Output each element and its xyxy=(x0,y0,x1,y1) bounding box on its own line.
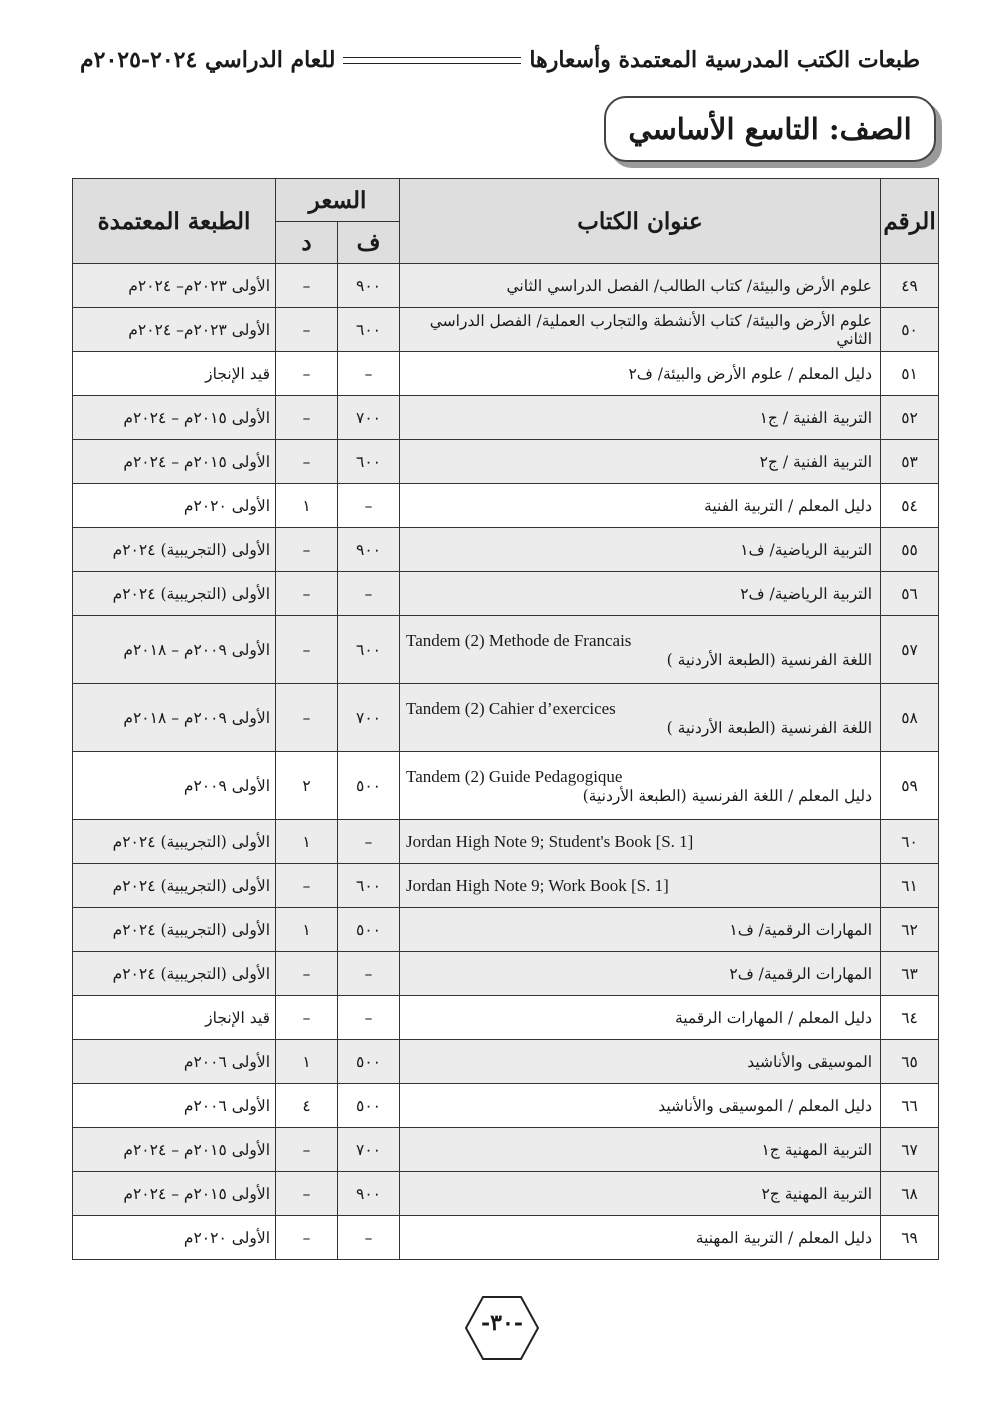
title-arabic: دليل المعلم / علوم الأرض والبيئة/ ف٢ xyxy=(628,364,873,383)
cell-edition: الأولى ٢٠٠٩م – ٢٠١٨م xyxy=(73,684,276,752)
cell-price-fils: ٥٠٠ xyxy=(338,752,400,820)
grade-label: الصف: التاسع الأساسي xyxy=(628,112,912,146)
cell-edition: الأولى (التجريبية) ٢٠٢٤م xyxy=(73,572,276,616)
cell-price-dinar: – xyxy=(276,1216,338,1260)
cell-title xyxy=(400,908,881,952)
title-arabic: التربية الرياضية/ ف١ xyxy=(740,540,873,559)
cell-edition: الأولى (التجريبية) ٢٠٢٤م xyxy=(73,952,276,996)
cell-edition: الأولى (التجريبية) ٢٠٢٤م xyxy=(73,908,276,952)
cell-price-fils: – xyxy=(338,484,400,528)
cell-price-dinar: ١ xyxy=(276,1040,338,1084)
title-arabic: التربية المهنية ج١ xyxy=(761,1140,873,1159)
cell-number: ٥١ xyxy=(881,352,939,396)
header-rule xyxy=(343,57,521,64)
cell-price-dinar: – xyxy=(276,308,338,352)
cell-edition: الأولى ٢٠٠٦م xyxy=(73,1040,276,1084)
cell-price-dinar: – xyxy=(276,1172,338,1216)
cell-edition: الأولى ٢٠٢٠م xyxy=(73,1216,276,1260)
cell-edition: الأولى ٢٠٠٦م xyxy=(73,1084,276,1128)
books-table xyxy=(72,178,939,1260)
cell-number: ٦٥ xyxy=(881,1040,939,1084)
cell-title xyxy=(400,528,881,572)
cell-title xyxy=(400,1084,881,1128)
title-arabic: الموسيقى والأناشيد xyxy=(747,1052,873,1071)
header-year: للعام الدراسي ٢٠٢٤-٢٠٢٥م xyxy=(80,47,336,73)
cell-title xyxy=(400,864,881,908)
cell-price-fils: ٧٠٠ xyxy=(338,1128,400,1172)
cell-title xyxy=(400,996,881,1040)
cell-title xyxy=(400,1040,881,1084)
table-row xyxy=(73,1128,939,1172)
cell-edition: الأولى ٢٠١٥م – ٢٠٢٤م xyxy=(73,1172,276,1216)
cell-title xyxy=(400,572,881,616)
cell-price-fils: ٥٠٠ xyxy=(338,1084,400,1128)
cell-title xyxy=(400,752,881,820)
cell-number: ٥٨ xyxy=(881,684,939,752)
cell-price-fils: – xyxy=(338,572,400,616)
cell-number: ٥٤ xyxy=(881,484,939,528)
table-row xyxy=(73,1172,939,1216)
cell-price-fils: ٩٠٠ xyxy=(338,264,400,308)
cell-edition: الأولى (التجريبية) ٢٠٢٤م xyxy=(73,528,276,572)
header-title-col: عنوان الكتاب xyxy=(400,179,881,264)
grade-label-box xyxy=(604,96,936,162)
page-header xyxy=(80,40,920,80)
title-english: Jordan High Note 9; Work Book [S. 1] xyxy=(406,875,669,895)
cell-title xyxy=(400,616,881,684)
title-english: Tandem (2) Cahier d’exercices xyxy=(406,698,616,718)
cell-price-fils: – xyxy=(338,1216,400,1260)
cell-edition: الأولى (التجريبية) ٢٠٢٤م xyxy=(73,820,276,864)
cell-number: ٦٦ xyxy=(881,1084,939,1128)
cell-number: ٦٣ xyxy=(881,952,939,996)
table-row xyxy=(73,308,939,352)
title-arabic: التربية الفنية / ج١ xyxy=(759,408,873,427)
cell-title xyxy=(400,952,881,996)
cell-price-dinar: – xyxy=(276,684,338,752)
cell-price-dinar: – xyxy=(276,864,338,908)
cell-price-fils: – xyxy=(338,352,400,396)
header-fils: ف xyxy=(338,222,400,264)
table-row xyxy=(73,1040,939,1084)
table-row xyxy=(73,752,939,820)
page-number: -٣٠- xyxy=(481,1310,523,1336)
cell-edition: الأولى ٢٠٢٣م– ٢٠٢٤م xyxy=(73,264,276,308)
table-row xyxy=(73,484,939,528)
table-row xyxy=(73,572,939,616)
cell-edition: الأولى ٢٠١٥م – ٢٠٢٤م xyxy=(73,396,276,440)
cell-price-fils: ٥٠٠ xyxy=(338,1040,400,1084)
cell-number: ٦٤ xyxy=(881,996,939,1040)
table-row xyxy=(73,616,939,684)
table-row xyxy=(73,264,939,308)
title-arabic: دليل المعلم / التربية المهنية xyxy=(695,1228,873,1247)
table-row xyxy=(73,908,939,952)
table-row xyxy=(73,820,939,864)
table-row xyxy=(73,396,939,440)
title-arabic: دليل المعلم / التربية الفنية xyxy=(704,496,873,515)
title-english: Tandem (2) Guide Pedagogique xyxy=(406,766,623,786)
title-arabic: التربية المهنية ج٢ xyxy=(761,1184,873,1203)
table-row xyxy=(73,1216,939,1260)
cell-price-fils: – xyxy=(338,820,400,864)
table-row xyxy=(73,864,939,908)
title-arabic: دليل المعلم / المهارات الرقمية xyxy=(674,1008,873,1027)
cell-title xyxy=(400,1128,881,1172)
cell-price-fils: ٥٠٠ xyxy=(338,908,400,952)
cell-number: ٥٩ xyxy=(881,752,939,820)
cell-number: ٥٧ xyxy=(881,616,939,684)
cell-title xyxy=(400,1172,881,1216)
cell-price-fils: ٦٠٠ xyxy=(338,616,400,684)
cell-edition: قيد الإنجاز xyxy=(73,352,276,396)
cell-price-dinar: – xyxy=(276,352,338,396)
cell-title xyxy=(400,820,881,864)
cell-number: ٥٣ xyxy=(881,440,939,484)
cell-price-fils: ٦٠٠ xyxy=(338,440,400,484)
cell-price-fils: ٦٠٠ xyxy=(338,308,400,352)
cell-number: ٤٩ xyxy=(881,264,939,308)
cell-price-dinar: – xyxy=(276,952,338,996)
cell-price-fils: ٧٠٠ xyxy=(338,684,400,752)
cell-price-fils: ٩٠٠ xyxy=(338,528,400,572)
cell-price-dinar: ٤ xyxy=(276,1084,338,1128)
cell-edition: الأولى ٢٠١٥م – ٢٠٢٤م xyxy=(73,1128,276,1172)
title-arabic: اللغة الفرنسية (الطبعة الأردنية ) xyxy=(666,650,873,669)
title-arabic: اللغة الفرنسية (الطبعة الأردنية ) xyxy=(666,718,873,737)
cell-price-dinar: ٢ xyxy=(276,752,338,820)
header-price: السعر xyxy=(276,179,400,222)
cell-price-fils: ٧٠٠ xyxy=(338,396,400,440)
cell-price-dinar: ١ xyxy=(276,820,338,864)
cell-price-dinar: – xyxy=(276,396,338,440)
cell-edition: قيد الإنجاز xyxy=(73,996,276,1040)
table-row xyxy=(73,996,939,1040)
cell-number: ٥٦ xyxy=(881,572,939,616)
cell-price-fils: – xyxy=(338,952,400,996)
cell-edition: الأولى ٢٠٠٩م xyxy=(73,752,276,820)
cell-title xyxy=(400,440,881,484)
cell-number: ٦٧ xyxy=(881,1128,939,1172)
cell-title xyxy=(400,396,881,440)
cell-number: ٦٨ xyxy=(881,1172,939,1216)
cell-edition: الأولى ٢٠١٥م – ٢٠٢٤م xyxy=(73,440,276,484)
cell-title xyxy=(400,684,881,752)
cell-price-dinar: – xyxy=(276,264,338,308)
title-arabic: علوم الأرض والبيئة/ كتاب الأنشطة والتجارب العملية/ الفصل الدراسي الثاني xyxy=(429,311,873,348)
cell-number: ٥٢ xyxy=(881,396,939,440)
title-arabic: التربية الفنية / ج٢ xyxy=(759,452,873,471)
cell-number: ٥٥ xyxy=(881,528,939,572)
header-number: الرقم xyxy=(881,179,939,264)
cell-price-dinar: ١ xyxy=(276,908,338,952)
cell-number: ٥٠ xyxy=(881,308,939,352)
cell-number: ٦٩ xyxy=(881,1216,939,1260)
header-title: طبعات الكتب المدرسية المعتمدة وأسعارها xyxy=(529,47,920,73)
cell-price-dinar: – xyxy=(276,996,338,1040)
cell-number: ٦١ xyxy=(881,864,939,908)
cell-title xyxy=(400,308,881,352)
table-row xyxy=(73,684,939,752)
title-arabic: دليل المعلم / الموسيقى والأناشيد xyxy=(658,1096,873,1115)
cell-title xyxy=(400,484,881,528)
cell-edition: الأولى ٢٠٢٠م xyxy=(73,484,276,528)
table-row xyxy=(73,352,939,396)
cell-price-fils: ٩٠٠ xyxy=(338,1172,400,1216)
title-english: Tandem (2) Methode de Francais xyxy=(406,630,632,650)
header-dinar: د xyxy=(276,222,338,264)
table-row xyxy=(73,440,939,484)
cell-number: ٦٠ xyxy=(881,820,939,864)
cell-title xyxy=(400,352,881,396)
cell-title xyxy=(400,264,881,308)
cell-title xyxy=(400,1216,881,1260)
title-arabic: التربية الرياضية/ ف٢ xyxy=(740,584,873,603)
cell-price-fils: – xyxy=(338,996,400,1040)
title-arabic: المهارات الرقمية/ ف١ xyxy=(729,920,873,939)
title-arabic: علوم الأرض والبيئة/ كتاب الطالب/ الفصل الدراسي الثاني xyxy=(506,276,873,295)
cell-price-dinar: – xyxy=(276,616,338,684)
cell-price-dinar: ١ xyxy=(276,484,338,528)
cell-edition: الأولى ٢٠٠٩م – ٢٠١٨م xyxy=(73,616,276,684)
cell-price-dinar: – xyxy=(276,1128,338,1172)
cell-number: ٦٢ xyxy=(881,908,939,952)
table-row xyxy=(73,1084,939,1128)
table-row xyxy=(73,528,939,572)
cell-price-dinar: – xyxy=(276,528,338,572)
table-row xyxy=(73,952,939,996)
header-edition: الطبعة المعتمدة xyxy=(73,179,276,264)
cell-price-dinar: – xyxy=(276,572,338,616)
cell-edition: الأولى ٢٠٢٣م– ٢٠٢٤م xyxy=(73,308,276,352)
cell-edition: الأولى (التجريبية) ٢٠٢٤م xyxy=(73,864,276,908)
title-arabic: المهارات الرقمية/ ف٢ xyxy=(729,964,873,983)
title-english: Jordan High Note 9; Student's Book [S. 1] xyxy=(406,831,694,851)
cell-price-dinar: – xyxy=(276,440,338,484)
title-arabic: دليل المعلم / اللغة الفرنسية (الطبعة الأردنية) xyxy=(582,786,873,805)
cell-price-fils: ٦٠٠ xyxy=(338,864,400,908)
